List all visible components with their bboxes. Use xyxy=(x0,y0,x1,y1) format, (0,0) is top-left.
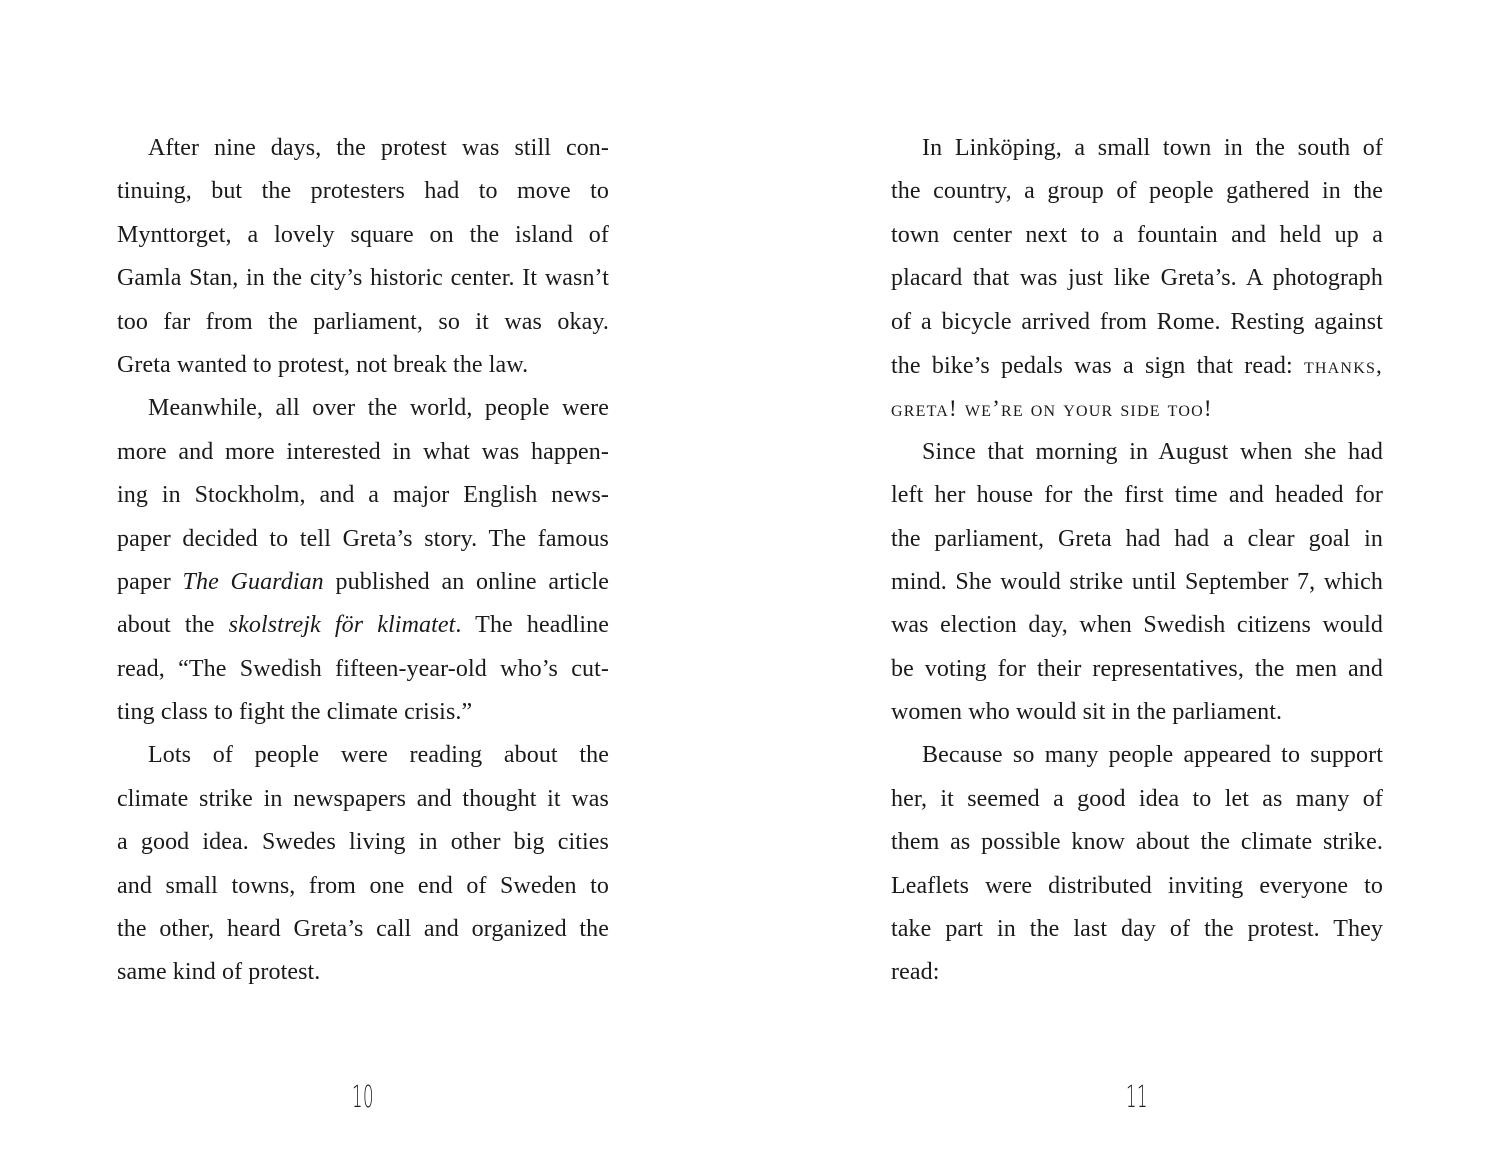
text-segment: about the xyxy=(117,612,229,639)
sign-text-small-caps: thanks, xyxy=(1303,352,1383,378)
text-line: left her house for the first time and headed for xyxy=(891,482,1383,509)
text-line: of a bicycle arrived from Rome. Resting against xyxy=(891,308,1383,335)
text-line: Because so many people appeared to support xyxy=(922,742,1383,769)
text-line: In Linköping, a small town in the south of xyxy=(922,135,1383,161)
text-line: same kind of protest. xyxy=(117,959,321,986)
text-line: too far from the parliament, so it was okay. xyxy=(117,308,609,335)
text-line: the other, heard Greta’s call and organized the xyxy=(117,916,609,943)
text-line: Since that morning in August when she had xyxy=(922,438,1383,465)
text-line: tinuing, but the protesters had to move to xyxy=(117,178,609,205)
text-line: ing in Stockholm, and a major English news- xyxy=(117,482,609,509)
text-line xyxy=(891,344,1383,387)
text-line: placard that was just like Greta’s. A photograph xyxy=(891,265,1383,292)
text-line: a good idea. Swedes living in other big cities xyxy=(117,829,609,856)
left-page-text xyxy=(117,127,609,995)
italic-title: The Guardian xyxy=(182,568,324,595)
text-line: Gamla Stan, in the city’s historic center. It wasn’t xyxy=(117,265,609,292)
text-segment: published an online article xyxy=(323,568,609,595)
text-line: take part in the last day of the protest. They xyxy=(891,916,1383,943)
text-line: and small towns, from one end of Sweden to xyxy=(117,872,609,899)
text-line xyxy=(117,604,609,647)
text-line: more and more interested in what was happen- xyxy=(117,438,609,465)
right-page-text xyxy=(891,127,1383,995)
text-line: climate strike in newspapers and thought it was xyxy=(117,785,609,812)
text-line xyxy=(891,387,1383,430)
text-line: Leaflets were distributed inviting everyone to xyxy=(891,872,1383,899)
text-line: Greta wanted to protest, not break the law. xyxy=(117,351,529,378)
text-line: ting class to fight the climate crisis.” xyxy=(117,699,473,726)
text-line: the country, a group of people gathered in the xyxy=(891,178,1383,205)
page-number-right: 11 xyxy=(1125,1080,1149,1115)
text-segment: paper xyxy=(117,568,183,595)
text-line: women who would sit in the parliament. xyxy=(891,699,1283,726)
text-line: be voting for their representatives, the men and xyxy=(891,655,1383,682)
text-segment: . The headline xyxy=(455,612,609,639)
text-line: After nine days, the protest was still con- xyxy=(148,135,609,161)
text-line xyxy=(117,561,609,604)
text-line: town center next to a fountain and held up a xyxy=(891,221,1383,248)
text-line: Lots of people were reading about the xyxy=(148,742,609,769)
text-segment: the bike’s pedals was a sign that read: xyxy=(891,352,1304,379)
italic-title: skolstrejk för klimatet xyxy=(228,612,456,639)
text-line: the parliament, Greta had had a clear goal in xyxy=(891,525,1383,552)
text-line: them as possible know about the climate strike. xyxy=(891,829,1383,856)
text-line: Mynttorget, a lovely square on the island of xyxy=(117,221,609,248)
text-line: was election day, when Swedish citizens would xyxy=(891,612,1383,639)
text-line: mind. She would strike until September 7, which xyxy=(891,568,1383,595)
text-line: read, “The Swedish fifteen-year-old who’s cut- xyxy=(117,655,609,682)
page-number-left: 10 xyxy=(351,1080,375,1115)
text-line: Meanwhile, all over the world, people were xyxy=(148,395,609,422)
text-line: paper decided to tell Greta’s story. The famous xyxy=(117,525,609,552)
sign-text-small-caps: greta! we’re on your side too! xyxy=(891,396,1213,422)
text-line: her, it seemed a good idea to let as many of xyxy=(891,785,1383,812)
text-line: read: xyxy=(891,959,940,986)
